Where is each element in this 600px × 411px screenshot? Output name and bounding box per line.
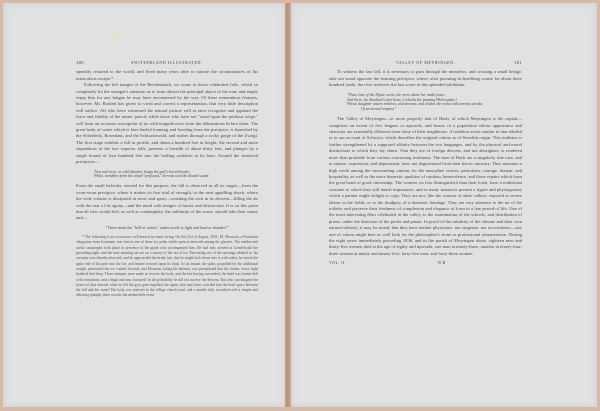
verse-block <box>347 93 522 113</box>
page-number: 100 <box>76 60 84 65</box>
paragraph: Following the left margin of the Reichenbach, we come to those celebrated falls, which so completely fix the stranger's attention as to form almost the principal object of the tour, and amply repay him for any fatigue he may have encountered by the way. Of these tremendous features, however, Mr. Bartlett has given so vivid and correct a representation, that very little description will suffice. All who have witnessed the natural picture will at once recognize and applaud the force and fidelity of the mimic pencil; while those who have not "stood upon the perilous verge," will form an accurate conception of its wild magnificence from the delineations before them. The great body of water which is here hurled foaming and howling from the precipice, is furnished by the Scheideck, Rosenlaui, and the Schwartzwald, and rushes through a rocky gorge of the Zwirgi. The first stage exhibits a fall in profile, and about a hundred feet in height; the second and more stupendous of the two superior falls, presents a breadth of about thirty feet, and plunges by a single bound of four hundred feet into the boiling cauldron at its base. Around the shattered precipices— <box>76 82 258 165</box>
quotation: "There mark the "hell of waters" under-swell as light and loud as thunder!" <box>105 224 229 230</box>
paragraph: To witness the last fall, it is necessary to pass through the meadows, and crossing a small bridge, take our stand opposite the foaming precipice, where, after pursuing its headlong course for about three hundred yards, the river achieves the last scene in this splendid exhibition. <box>329 69 522 88</box>
left-text-block <box>76 60 258 299</box>
footnote-text: * The following is an occurrence well known by many living. On the 21st of August, 1831, M. Mousson, a Protestant clergyman from Lausanne, was lost in one of those icy paths which open at intervals among the glaciers. The sudden and awful catastrophe took place in presence of the guide who accompanied him. He had only arrived at Grindelwald the preceding night, and the next morning set out on a survey of the sea of ice. Perceiving one of the openings alluded to, his curiosity was thereby attracted, and he approached the brink; but, that he might look down into it with safety, he struck the spike end of his pole into the ice, and leaned forward upon its head. At an instant the spike, propelled by the additional weight, penetrated the ice, rushed forward, and Mousson, losing his balance, was precipitated into the chasm, every eight hundred feet deep. Three attempts were made to recover the body, and the last having succeeded, the head was found cleft with contusions, and a thigh and arm fractured. In all probability he did not survive the descent. But who can imagine the horror of that interval when he felt the grey gate engulfed, the agony that may have crowded into the brief space between the fall and the stone? His body was interred in the village church-yard, and a marble slab, inscribed with a simple and affecting epitaph, there records the melancholy event. <box>76 235 258 298</box>
running-title: SWITZERLAND ILLUSTRATED. <box>131 60 203 65</box>
paragraph: speedily restored to the world, and lived many years after to narrate the circumstances of his miraculous escape.* <box>76 69 258 81</box>
paper-speck <box>351 383 353 385</box>
left-page <box>3 3 286 407</box>
running-title: VALLEY OF MEYRINGEN. <box>395 60 456 65</box>
signature-line <box>329 260 522 266</box>
verse-line: And there, the Staubach's fair beau, o'erlooks the foaming Philosophus ! <box>347 97 458 102</box>
right-running-head <box>329 60 522 66</box>
verse-line: Whose daughter waters resolves, and streams, and clothes the rocks with torrents streaks <box>347 102 483 107</box>
footnote <box>76 235 258 299</box>
verse-line: Of an eternal tempest." <box>361 107 397 112</box>
paper-stain <box>108 31 124 43</box>
verse-line: Torn and riven, in wild disorder, hangs the gulf's horrid border, <box>94 169 191 174</box>
left-running-head <box>76 60 258 66</box>
right-text-block <box>329 60 522 267</box>
volume-mark: VOL. II. <box>329 260 347 266</box>
signature-mark: B B <box>438 260 446 266</box>
paragraph: The Valley of Meyringen—or more properly that of Hasli, of which Meyringen is the capital—comprises an extent of five leagues or upwards, and boasts of a population whose appearance and character are essentially different from those of their neighbours. A tradition exists similar to that alluded to in our account of Schwytz, which describes the original colony as of Swedish origin. This tradition is further strengthened by a supposed affinity between the two languages, and by the physical and moral distinctions to which they lay claim. That they are of foreign descent, and not aborigines, is rendered more than probable from various concurring testimony. The men of Hasli are a singularly fine race, and in stature, expression, and deportment, have not degenerated from their heroic ancestry. They maintain a high credit among the surrounding cantons for the masculine virtues, patriotism, courage, honour, and hospitality, as well as the more domestic qualities of candour, benevolence, and those repairs which form the great bond of good citizenship. The women, no less distinguished than their lords, have a traditional costume to which they still attach importance, and in many instances present a figure and physiognomy which a painter might delight to copy. They are not, like the women of other valleys, exposed to severe labour in the fields, or to the drudgery of a domestic bondage. They are very attentive to the art of the toilette, and preserve their freshness of complexion and elegance of form to a late period of life. One of the most interesting fêtes celebrated in the valley, is the examination of the schools, and distribution of prizes, under the direction of the prefet and pastor. In proof of the salubrity of the climate and their own natural sobriety, it may be stated, that they have neither physicians, nor surgeons, nor accoucheurs—any one of whom might here as well look for the philosopher's stone as professional remuneration. During the eight years immediately preceding 1836, and in the parish of Meyringen alone, eighteen men and thirty-five women died at the age of eighty and upwards; one man at ninety-three, another at ninety-four; three women at ninety and ninety-five; forty-five men, and forty-three women <box>329 116 522 256</box>
paragraph: From the small belvider, erected for this purpose, the fall is observed in all its stages—from the worn-worn precipice, where it makes its first trial of strength, to the next appalling shock, where the wide volume is dissipated in snow and spray—crushing the rock in its descent—filling the air with the roar of its agony—and the mind with images of horror and destruction. It is on this point that all who would feel, as well as contemplate, the sublimity of the scene, should take their stand; and— <box>76 183 258 221</box>
verse-block <box>94 170 258 180</box>
book-spread <box>3 3 596 407</box>
page-number: 101 <box>514 60 522 65</box>
verse-line: "Thou, lone of the Alpine scene, the veres above her midst foam ; <box>347 92 446 97</box>
verse-line: While, tremblers from the cloud-"profound," torrents wail the dismal sound. <box>94 174 210 179</box>
right-page <box>290 3 597 407</box>
